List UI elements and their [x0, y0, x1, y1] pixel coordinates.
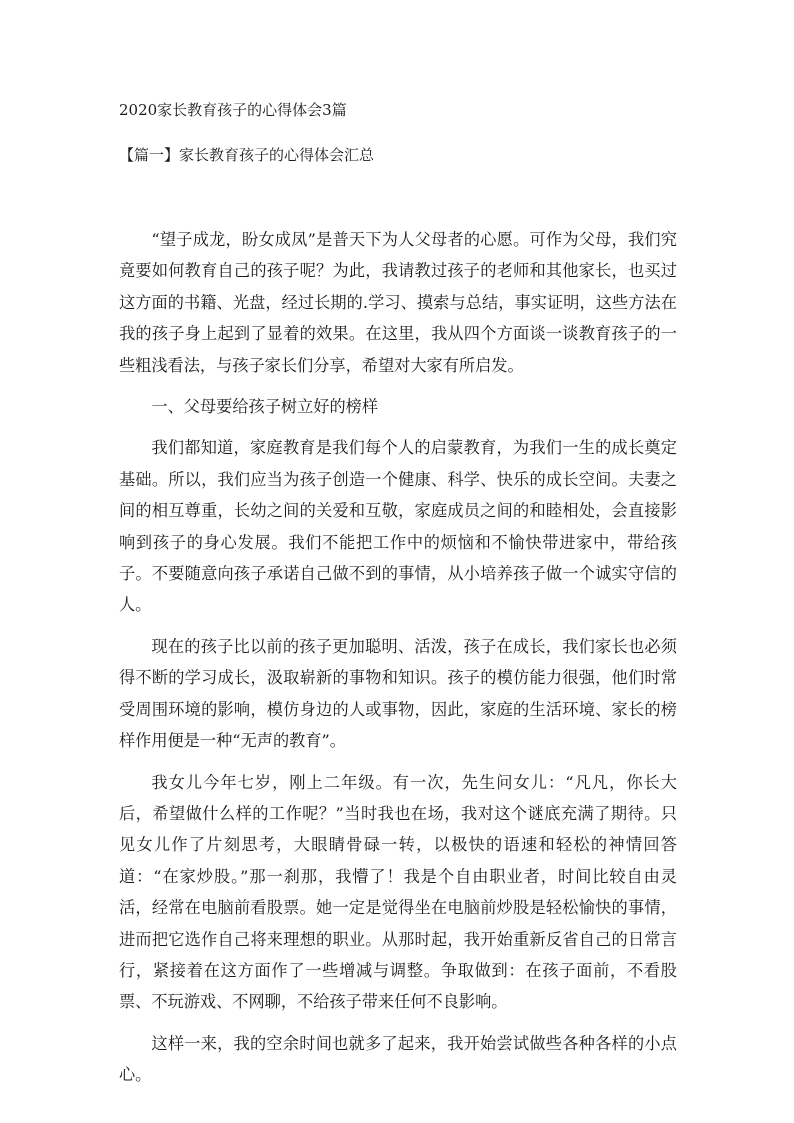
section-heading: 【篇一】家长教育孩子的心得体会汇总 [119, 146, 375, 164]
paragraph-learning-growth: 现在的孩子比以前的孩子更加聪明、活泼，孩子在成长，我们家长也必须得不断的学习成长，汲取崭新的事物和知识。孩子的模仿能力很强，他们时常受周围环境的影响，模仿身边的人或事物，因此，家庭的生活环境、家长的榜样作用便是一种“无声的教育”。 [119, 636, 677, 751]
paragraph-daughter-story: 我女儿今年七岁，刚上二年级。有一次，先生问女儿：“凡凡，你长大后，希望做什么样的工作呢？”当时我也在场，我对这个谜底充满了期待。只见女儿作了片刻思考，大眼睛骨碌一转，以极快的语速和轻松的神情回答道：“在家炒股。”那一刹那，我懵了！我是个自由职业者，时间比较自由灵活，经常在电脑前看股票。她一定是觉得坐在电脑前炒股是轻松愉快的事情，进而把它选作自己将来理想的职业。从那时起，我开始重新反省自己的日常言行，紧接着在这方面作了一些增减与调整。争取做到：在孩子面前，不看股票、不玩游戏、不网聊，不给孩子带来任何不良影响。 [119, 772, 677, 1012]
subheading-role-model: 一、父母要给孩子树立好的榜样 [151, 397, 379, 417]
paragraph-free-time: 这样一来，我的空余时间也就多了起来，我开始尝试做些各种各样的小点心。 [119, 1033, 677, 1085]
paragraph-family-education: 我们都知道，家庭教育是我们每个人的启蒙教育，为我们一生的成长奠定基础。所以，我们应当为孩子创造一个健康、科学、快乐的成长空间。夫妻之间的相互尊重，长幼之间的关爱和互敬，家庭成员之间的和睦相处，会直接影响到孩子的身心发展。我们不能把工作中的烦恼和不愉快带进家中，带给孩子。不要随意向孩子承诺自己做不到的事情，从小培养孩子做一个诚实守信的人。 [119, 438, 677, 615]
paragraph-intro: “望子成龙，盼女成凤”是普天下为人父母者的心愿。可作为父母，我们究竟要如何教育自己的孩子呢？为此，我请教过孩子的老师和其他家长，也买过这方面的书籍、光盘，经过长期的.学习、摸索与总结，事实证明，这些方法在我的孩子身上起到了显着的效果。在这里，我从四个方面谈一谈教育孩子的一些粗浅看法，与孩子家长们分享，希望对大家有所启发。 [119, 230, 677, 375]
document-body [119, 224, 677, 1101]
document-title: 2020家长教育孩子的心得体会3篇 [119, 101, 347, 119]
